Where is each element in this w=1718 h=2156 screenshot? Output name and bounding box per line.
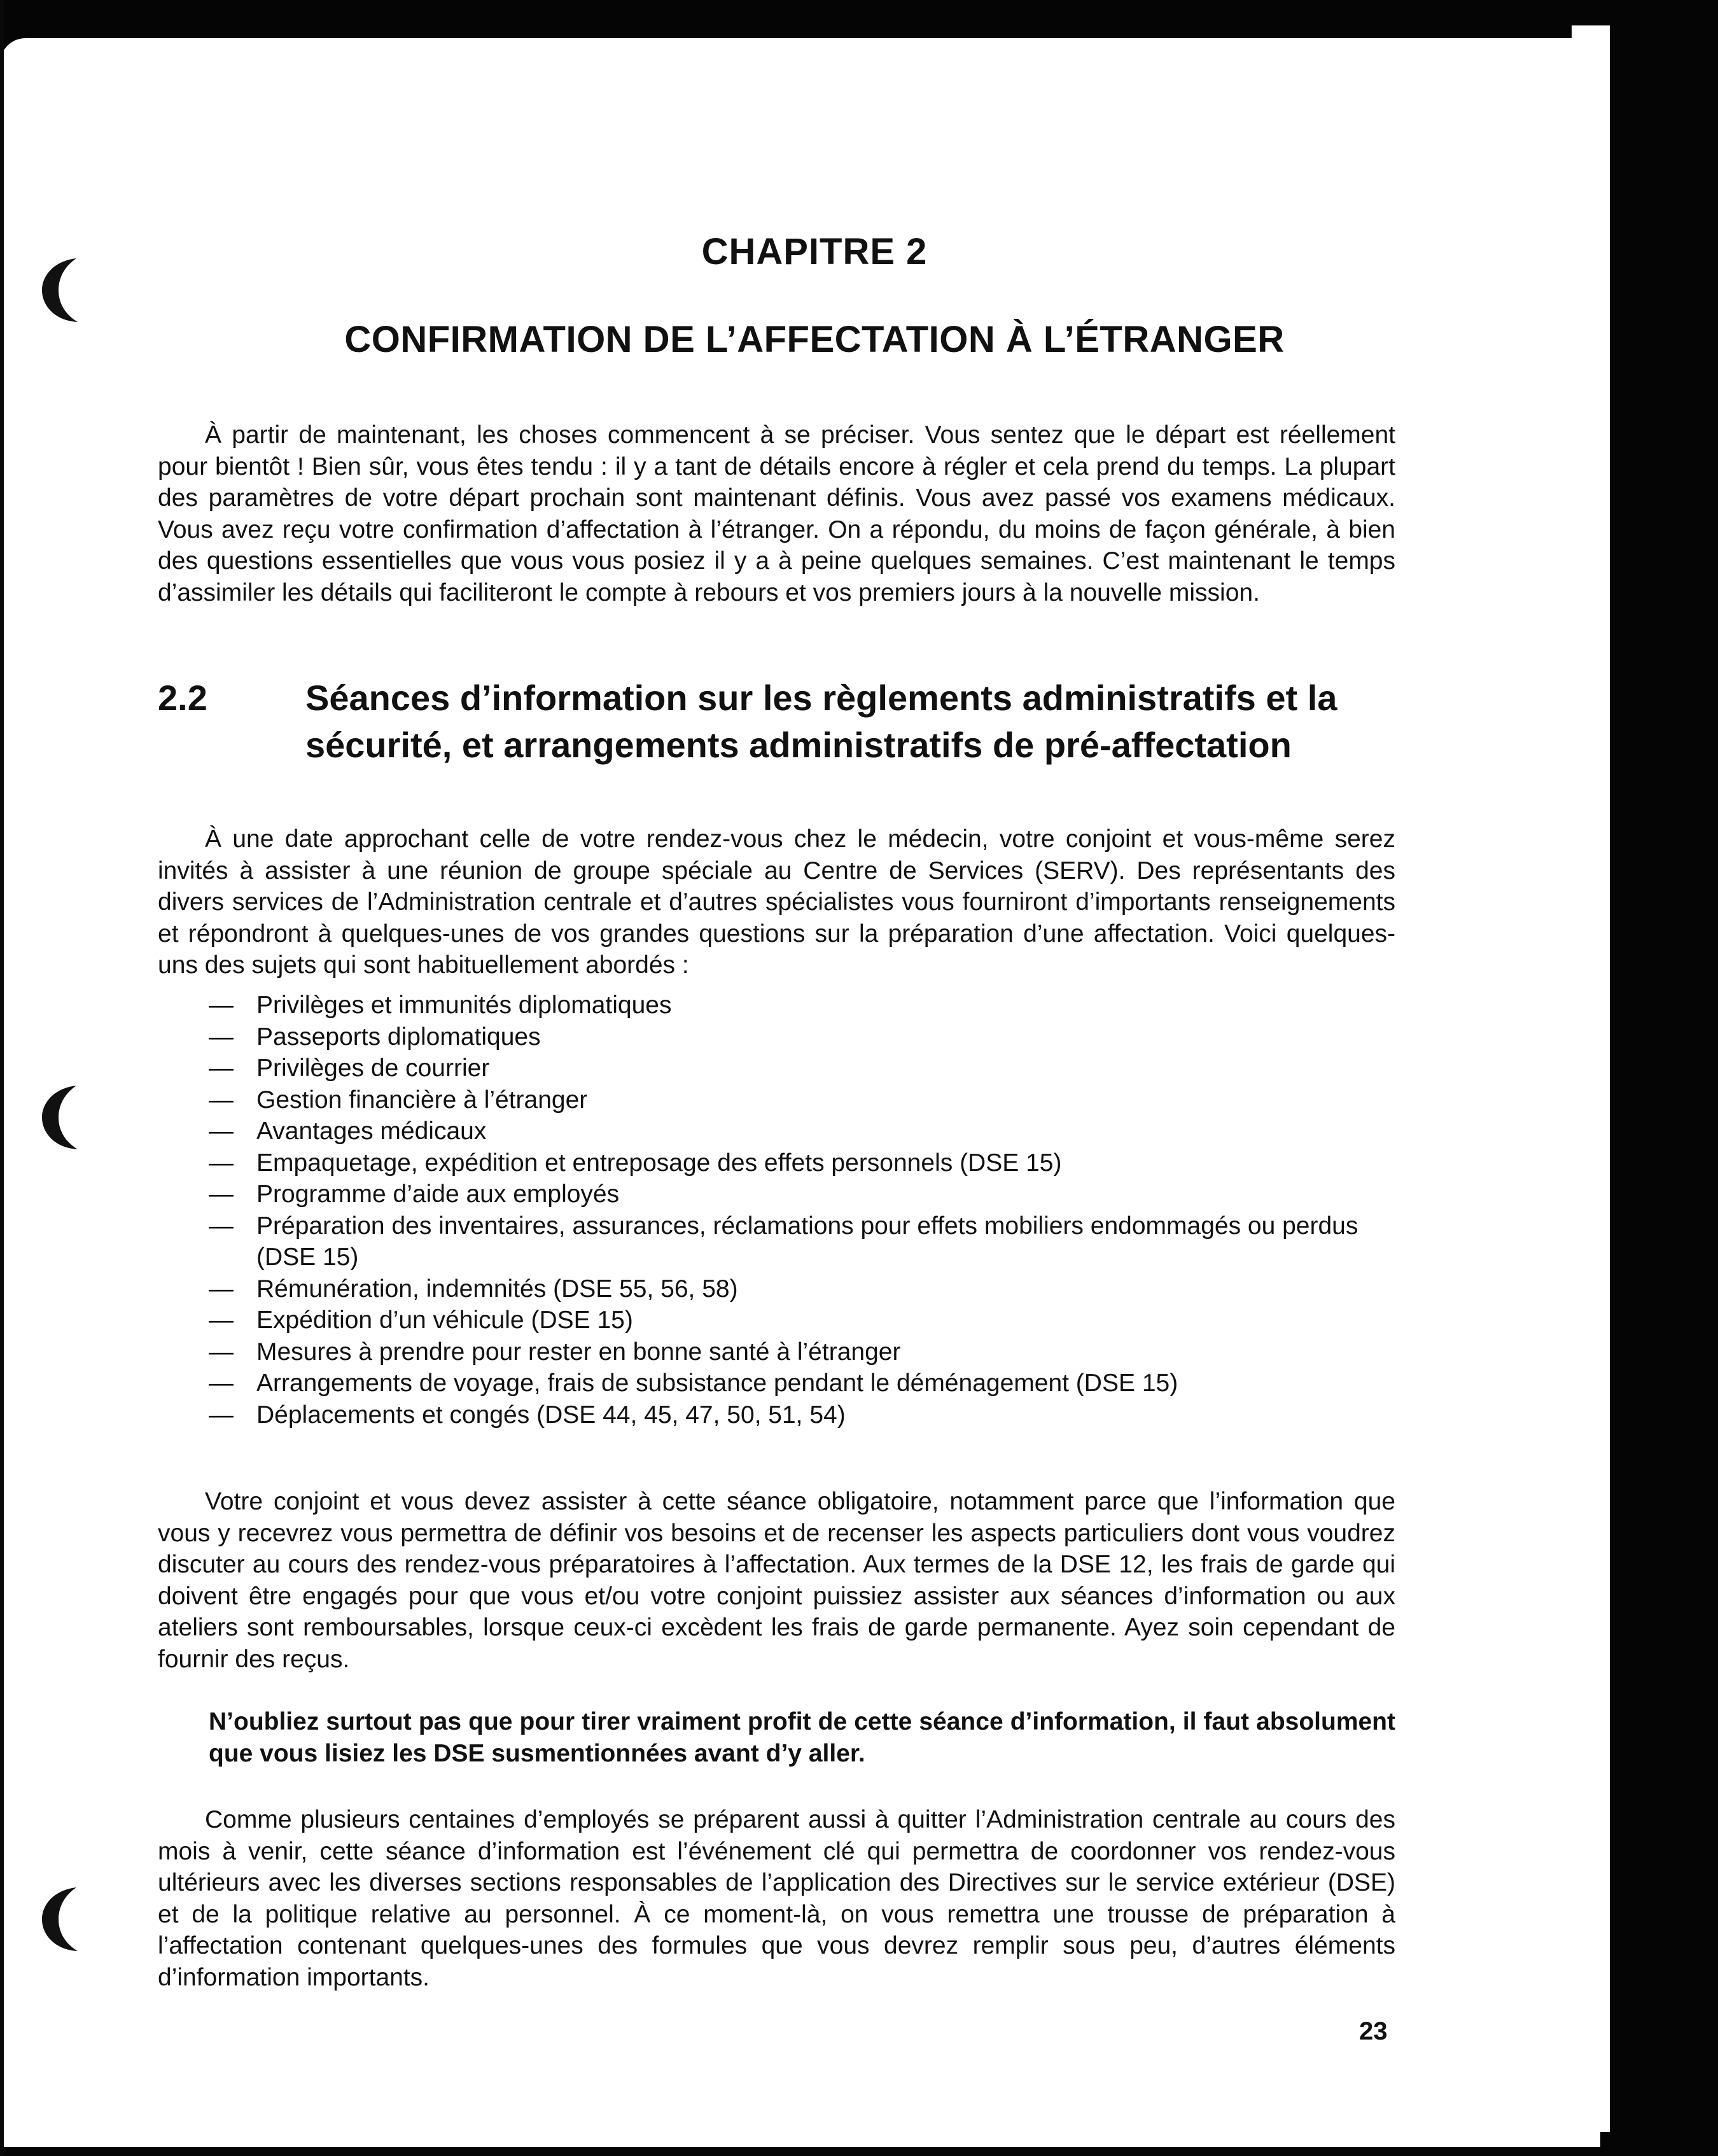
topic-label: Passeports diplomatiques bbox=[256, 1023, 541, 1051]
list-dash: — bbox=[209, 1180, 234, 1208]
topic-list-item bbox=[209, 1399, 1405, 1431]
list-dash: — bbox=[209, 1086, 234, 1114]
topics-list bbox=[209, 990, 1405, 1431]
topic-list-item bbox=[209, 1021, 1405, 1053]
list-dash: — bbox=[209, 1054, 234, 1082]
topic-list-item bbox=[209, 1179, 1405, 1210]
list-dash: — bbox=[209, 991, 234, 1019]
list-dash: — bbox=[209, 1023, 234, 1051]
topic-list-item bbox=[209, 1116, 1405, 1147]
topic-label: Arrangements de voyage, frais de subsistance pendant le déménagement (DSE 15) bbox=[256, 1369, 1178, 1397]
list-dash: — bbox=[209, 1401, 234, 1429]
topic-label: Expédition d’un véhicule (DSE 15) bbox=[256, 1306, 633, 1334]
topic-label: Privilèges et immunités diplomatiques bbox=[256, 991, 672, 1019]
section-paragraph-3: Comme plusieurs centaines d’employés se préparent aussi à quitter l’Administration centrale au cours des mois à venir, cette séance d’information est l’événement clé qui permettra de coordonner vos rendez-vous ultérieurs avec les diverses sections responsables de l’application des Directives sur le service extérieur (DSE) et de la politique relative au personnel. À ce moment-là, on vous remettra une trousse de préparation à l’affectation contenant quelques-unes des formules que vous devrez remplir sous peu, d’autres éléments d’information importants. bbox=[158, 1806, 1395, 1991]
topic-list-item bbox=[209, 990, 1405, 1021]
topic-list-item bbox=[209, 1305, 1405, 1336]
topic-list-item bbox=[209, 1336, 1405, 1368]
chapter-number: CHAPITRE 2 bbox=[701, 231, 928, 272]
list-dash: — bbox=[209, 1338, 234, 1366]
topic-list-item bbox=[209, 1368, 1405, 1399]
list-dash: — bbox=[209, 1275, 234, 1303]
page-number: 23 bbox=[1359, 2017, 1388, 2045]
notice-paragraph: N’oubliez surtout pas que pour tirer vraiment profit de cette séance d’information, il faut absolument que vous lisiez les DSE susmentionnées avant d’y aller. bbox=[209, 1708, 1395, 1767]
topic-label: Déplacements et congés (DSE 44, 45, 47, 50, 51, 54) bbox=[256, 1401, 846, 1429]
section-title: Séances d’information sur les règlements administratifs et la sécurité, et arrangements administratifs de pré-affectation bbox=[305, 678, 1337, 765]
topic-list-item bbox=[209, 1053, 1405, 1084]
list-dash: — bbox=[209, 1117, 234, 1145]
topic-list-item bbox=[209, 1273, 1405, 1305]
topic-label: Privilèges de courrier bbox=[256, 1054, 490, 1082]
list-dash: — bbox=[209, 1149, 234, 1177]
list-dash: — bbox=[209, 1369, 234, 1397]
topic-list-item bbox=[209, 1084, 1405, 1116]
chapter-title: CONFIRMATION DE L’AFFECTATION À L’ÉTRANGER bbox=[344, 319, 1285, 360]
topic-label: Avantages médicaux bbox=[256, 1117, 487, 1145]
list-dash: — bbox=[209, 1212, 234, 1240]
topic-label: Préparation des inventaires, assurances, réclamations pour effets mobiliers endommagés ou perdus (DSE 15) bbox=[256, 1212, 1358, 1271]
intro-paragraph: À partir de maintenant, les choses commencent à se préciser. Vous sentez que le départ est réellement pour bientôt ! Bien sûr, vous êtes tendu : il y a tant de détails encore à régler et cela prend du temps. La plupart des paramètres de votre départ prochain sont maintenant définis. Vous avez passé vos examens médicaux. Vous avez reçu votre confirmation d’affectation à l’étranger. On a répondu, du moins de façon générale, à bien des questions essentielles que vous vous posiez il y a à peine quelques semaines. C’est maintenant le temps d’assimiler les détails qui faciliteront le compte à rebours et vos premiers jours à la nouvelle mission. bbox=[158, 421, 1395, 606]
topic-label: Empaquetage, expédition et entreposage des effets personnels (DSE 15) bbox=[256, 1149, 1062, 1177]
topic-label: Rémunération, indemnités (DSE 55, 56, 58) bbox=[256, 1275, 738, 1303]
topic-label: Mesures à prendre pour rester en bonne santé à l’étranger bbox=[256, 1338, 901, 1366]
topic-label: Programme d’aide aux employés bbox=[256, 1180, 620, 1208]
section-paragraph-1: À une date approchant celle de votre rendez-vous chez le médecin, votre conjoint et vous-même serez invités à assister à une réunion de groupe spéciale au Centre de Services (SERV). Des représentants des divers services de l’Administration centrale et d’autres spécialistes vous fourniront d’importants renseignements et répondront à quelques-unes de vos grandes questions sur la préparation d’une affectation. Voici quelques-uns des sujets qui sont habituellement abordés : bbox=[158, 825, 1395, 979]
topic-list-item bbox=[209, 1147, 1405, 1179]
section-paragraph-2: Votre conjoint et vous devez assister à cette séance obligatoire, notamment parce que l’information que vous y recevrez vous permettra de définir vos besoins et de recenser les aspects particuliers dont vous voudrez discuter au cours des rendez-vous préparatoires à l’affectation. Aux termes de la DSE 12, les frais de garde qui doivent être engagés pour que vous et/ou votre conjoint puissiez assister aux séances d’information ou aux ateliers sont remboursables, lorsque ceux-ci excèdent les frais de garde permanente. Ayez soin cependant de fournir des reçus. bbox=[158, 1488, 1395, 1673]
topic-label: Gestion financière à l’étranger bbox=[256, 1086, 588, 1114]
topic-list-item bbox=[209, 1210, 1405, 1273]
section-number: 2.2 bbox=[158, 678, 207, 718]
list-dash: — bbox=[209, 1306, 234, 1334]
